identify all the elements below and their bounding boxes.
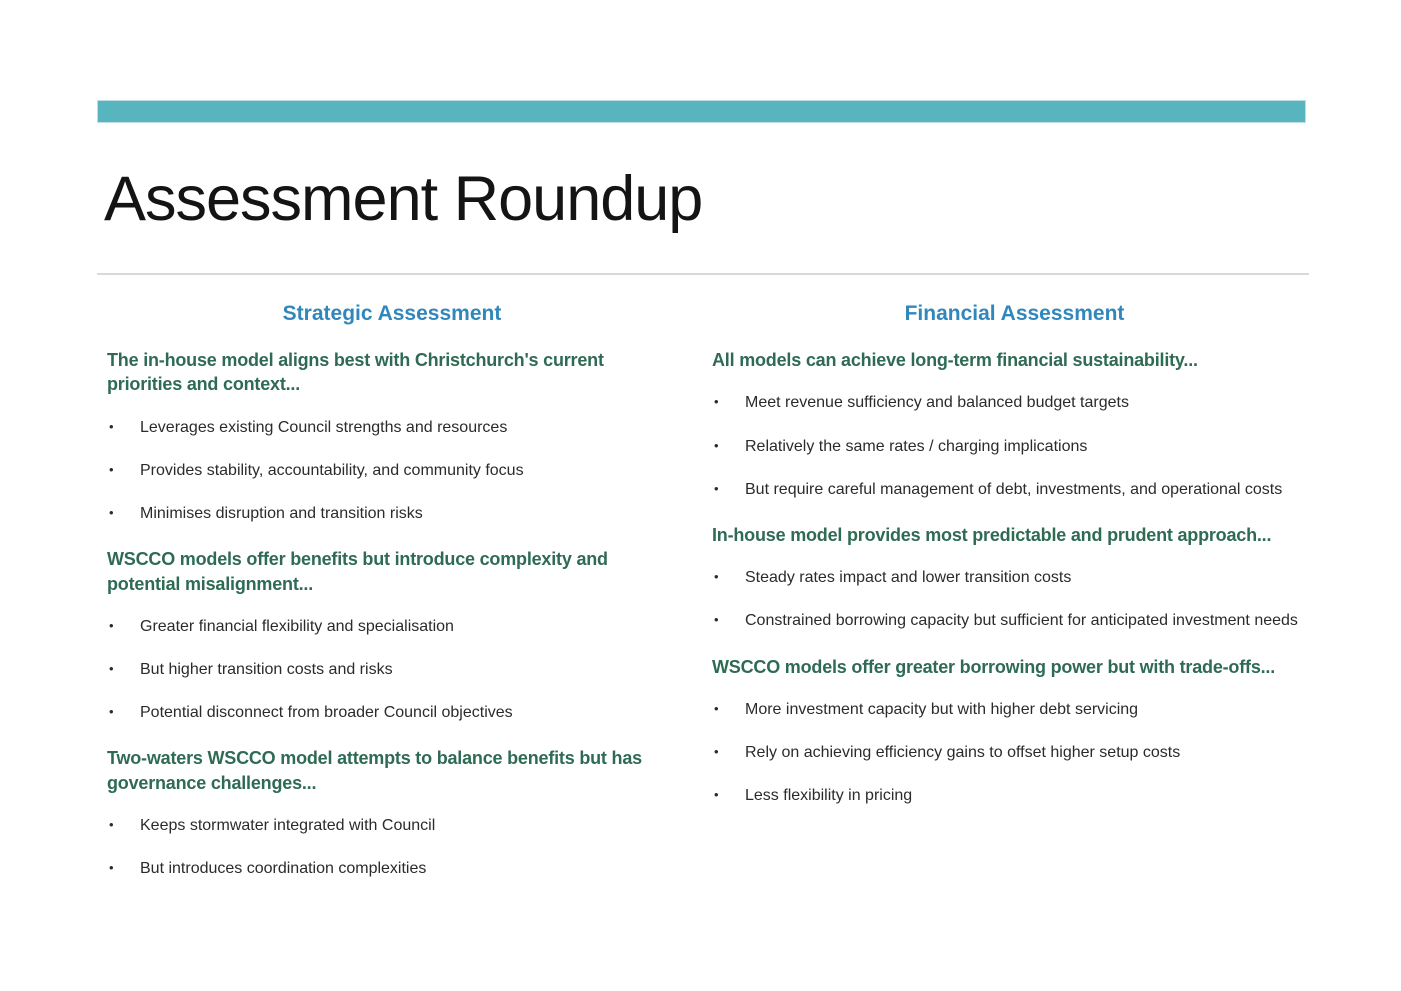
bullet-icon: • xyxy=(109,418,114,434)
bullet-icon: • xyxy=(714,744,719,760)
bullet-icon: • xyxy=(714,394,719,410)
list-item xyxy=(107,814,677,837)
accent-bar xyxy=(97,100,1306,123)
bullet-icon: • xyxy=(109,704,114,720)
bullet-text: Rely on achieving efficiency gains to offset higher setup costs xyxy=(745,744,1181,762)
assessment-section xyxy=(712,523,1317,633)
bullet-list xyxy=(107,814,677,880)
bullet-icon: • xyxy=(109,860,114,876)
column-header: Financial Assessment xyxy=(904,302,1125,325)
list-item xyxy=(107,459,677,482)
bullet-icon: • xyxy=(109,817,114,833)
bullet-text: Minimises disruption and transition risks xyxy=(140,505,423,523)
bullet-text: Leverages existing Council strengths and resources xyxy=(140,418,508,436)
list-item xyxy=(712,435,1317,458)
bullet-icon: • xyxy=(109,505,114,521)
bullet-text: Constrained borrowing capacity but sufficient for anticipated investment needs xyxy=(745,612,1298,630)
bullet-list xyxy=(712,391,1317,501)
section-heading: In-house model provides most predictable and prudent approach... xyxy=(712,525,1272,545)
section-heading: WSCCO models offer benefits but introduce complexity and potential misalignment... xyxy=(107,549,608,594)
slide-title: Assessment Roundup xyxy=(104,164,703,234)
bullet-icon: • xyxy=(714,569,719,585)
list-item xyxy=(712,784,1317,807)
bullet-text: Potential disconnect from broader Council objectives xyxy=(140,704,513,722)
section-heading: All models can achieve long-term financial sustainability... xyxy=(712,350,1198,371)
list-item xyxy=(107,416,677,439)
bullet-text: But require careful management of debt, investments, and operational costs xyxy=(745,480,1283,498)
column-strategic-assessment xyxy=(107,302,677,880)
list-item xyxy=(107,658,677,681)
list-item xyxy=(712,478,1317,501)
assessment-section xyxy=(712,348,1317,501)
bullet-text: Provides stability, accountability, and community focus xyxy=(140,461,524,479)
bullet-text: More investment capacity but with higher debt servicing xyxy=(745,700,1139,718)
bullet-icon: • xyxy=(109,617,114,633)
assessment-section xyxy=(107,348,677,525)
section-heading: The in-house model aligns best with Christchurch's current priorities and context... xyxy=(107,350,604,395)
list-item xyxy=(107,615,677,638)
bullet-icon: • xyxy=(109,461,114,477)
section-heading: WSCCO models offer greater borrowing power but with trade-offs... xyxy=(712,656,1276,677)
bullet-text: Steady rates impact and lower transition costs xyxy=(745,569,1072,587)
columns-container xyxy=(107,302,1317,880)
bullet-list xyxy=(712,566,1317,632)
bullet-icon: • xyxy=(109,661,114,677)
list-item xyxy=(107,502,677,525)
bullet-icon: • xyxy=(714,437,719,453)
assessment-section xyxy=(107,547,677,724)
bullet-icon: • xyxy=(714,612,719,628)
bullet-text: Less flexibility in pricing xyxy=(745,787,913,805)
bullet-list xyxy=(107,416,677,526)
bullet-icon: • xyxy=(714,700,719,716)
bullet-icon: • xyxy=(714,480,719,496)
bullet-text: But higher transition costs and risks xyxy=(140,661,393,679)
bullet-list xyxy=(712,698,1317,808)
bullet-text: Greater financial flexibility and specialisation xyxy=(140,617,454,635)
assessment-section xyxy=(712,655,1317,808)
divider xyxy=(97,273,1309,275)
list-item xyxy=(712,698,1317,721)
bullet-text: Keeps stormwater integrated with Council xyxy=(140,817,436,835)
list-item xyxy=(712,741,1317,764)
list-item xyxy=(107,701,677,724)
list-item xyxy=(712,566,1317,589)
assessment-section xyxy=(107,746,677,880)
bullet-text: Meet revenue sufficiency and balanced budget targets xyxy=(745,394,1129,412)
list-item xyxy=(107,857,677,880)
bullet-text: But introduces coordination complexities xyxy=(140,860,427,878)
list-item xyxy=(712,609,1317,632)
bullet-icon: • xyxy=(714,787,719,803)
bullet-text: Relatively the same rates / charging implications xyxy=(745,437,1088,455)
column-financial-assessment xyxy=(712,302,1317,880)
column-header: Strategic Assessment xyxy=(282,302,502,325)
bullet-list xyxy=(107,615,677,725)
section-heading: Two-waters WSCCO model attempts to balance benefits but has governance challenges... xyxy=(107,748,642,793)
list-item xyxy=(712,391,1317,414)
